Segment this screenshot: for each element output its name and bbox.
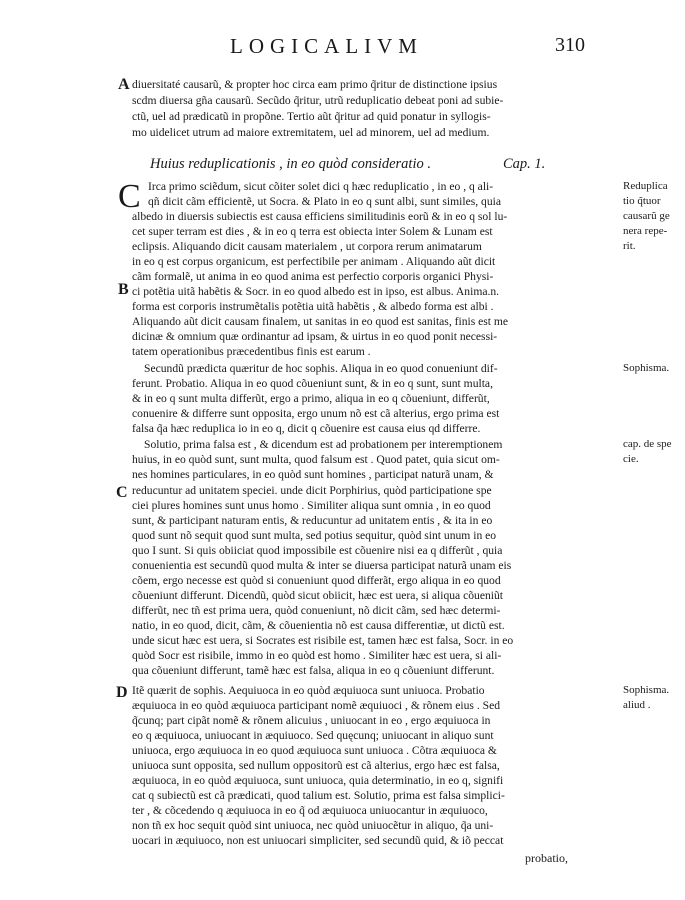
body-line: qua cõueniunt differunt, tamẽ hæc est falsa, aliqua in eo q cõueniunt differunt. — [132, 664, 495, 677]
margin-note: cie. — [623, 453, 639, 465]
section-marker-a: A — [118, 76, 130, 93]
body-line: cãm formalẽ, ut anima in eo quod anima est perfectio corporis organici Physi- — [132, 270, 494, 283]
body-line: nes homines particulares, in eo quòd sunt homines , participat naturã unam, & — [132, 468, 494, 481]
body-line: reducuntur ad unitatem speciei. unde dicit Porphirius, quòd participatione spe — [132, 484, 492, 497]
body-line: eclipsis. Aliquando dicit causam materialem , ut corpora rerum animatarum — [132, 240, 482, 253]
margin-note: nera repe- — [623, 225, 668, 237]
page-header — [0, 26, 685, 66]
body-line: ferunt. Probatio. Aliqua in eo quod cõueniunt sunt, & in eo q sunt, sunt multa, — [132, 377, 493, 390]
body-line: conuenientia est secundũ quod multa & inter se diuersa participat naturã unam eis — [132, 559, 512, 572]
margin-note: Sophisma. — [623, 362, 670, 374]
body-line: eo q æquiuoca, uniuocant in æquiuoco. Sed quęcunq; uniuocant in aliquo sunt — [132, 729, 494, 742]
body-line: falsa q̃a hæc reduplica io in eo q, dicit q cõuenire est causa eius qd differre. — [132, 422, 481, 435]
body-line: uniuoca, ergo æquiuoca in eo quod æquiuoca sunt uniuoca . Cõtra æquiuoca & — [132, 744, 497, 757]
body-line: Aliquando aũt dicit causam finalem, ut sanitas in eo quod est sanitas, finis est me — [132, 315, 509, 328]
intro-line: scdm diuersa gña causarũ. Secũdo q̃ritur, utrũ reduplicatio debeat poni ad subie- — [132, 94, 504, 107]
body-line: in eo q est corpus organicum, est perfectibile per animam . Aliquando aũt dicit — [132, 255, 496, 268]
body-line: quòd Socr est risibile, immo in eo quòd est homo . Similiter hæc est uera, si ali- — [132, 649, 502, 662]
drop-cap: C — [118, 178, 141, 215]
body-line: qñ dicit cãm efficientẽ, ut Socra. & Plato in eo q sunt albi, sunt similes, quia — [148, 195, 502, 208]
body-line: ciei plures homines sunt unus homo . Similiter aliqua sunt omnia , in eo quod — [132, 499, 491, 512]
chapter-number: Cap. 1. — [503, 156, 546, 172]
body-line: huius, in eo quòd sunt, sunt multa, quod falsum est . Quod patet, quia sicut om- — [132, 453, 500, 466]
running-title: LOGICALIVM — [230, 34, 423, 58]
intro-line: ctũ, uel ad prædicatũ in propõne. Tertio aũt q̃ritur ad quid ponatur in syllogis- — [132, 110, 491, 123]
body-line: dicinæ & omnium quæ ordinantur ad ipsam, & uirtus in eo quod ponit necessi- — [132, 330, 498, 343]
body-line: æquiuoca in eo quòd æquiuoca participant nomẽ æquiuoci , & rõnem eius . Sed — [132, 699, 501, 712]
body-line: Itẽ quærit de sophis. Aequiuoca in eo quòd æquiuoca sunt uniuoca. Probatio — [132, 684, 485, 697]
body-line: cõueniunt differunt. Dicendũ, quòd sicut obiicit, hæc est uera, si aliqua cõueniũt — [132, 589, 504, 602]
body-line: conuenire & differre sunt opposita, ergo unum nõ est cã alterius, ergo prima est — [132, 407, 500, 420]
body-line: Solutio, prima falsa est , & dicendum est ad probationem per interemptionem — [144, 438, 503, 451]
intro-line: mo uidelicet utrum ad maiore extremitatem, uel ad minorem, uel ad medium. — [132, 126, 490, 139]
body-line: forma est corporis instrumẽtalis potẽtia uitã habẽtis , & albedo forma est albi . — [132, 300, 494, 313]
body-line: q̃cunq; part cipãt nomẽ & rõnem alicuius , uniuocant in eo , ergo æquiuoca in — [132, 714, 491, 727]
body-line: & in eo q sunt multa differũt, ergo a primo, aliqua in eo q cõueniunt, differũt, — [132, 392, 490, 405]
margin-note: cap. de spe — [623, 438, 672, 450]
margin-note: causarũ ge — [623, 210, 670, 222]
body-line: Secundũ prædicta quæritur de hoc sophis. Aliqua in eo quod conueniunt dif- — [144, 362, 498, 375]
margin-note: aliud . — [623, 699, 651, 711]
body-line: æquiuoca, in eo quòd æquiuoca, sunt uniuoca, quia determinatio, in eo q, signifi — [132, 774, 504, 787]
body-line: quod sunt nõ sequit quod sunt multa, sed potius sequitur, quòd sint unum in eo — [132, 529, 497, 542]
body-line: ci potẽtia uitã habẽtis & Socr. in eo quod albedo est in ipso, est albus. Anima.n. — [132, 285, 500, 298]
page-number: 310 — [555, 34, 585, 56]
body-line: tatem operationibus præcedentibus finis est earum . — [132, 345, 371, 358]
body-line: sunt, & participant naturam entis, & reducuntur ad unitatem entis , & ita in eo — [132, 514, 493, 527]
body-line: unde sicut hæc est uera, si Socrates est risibile est, tamen hæc est falsa, Socr. in eo — [132, 634, 514, 647]
margin-note: Sophisma. — [623, 684, 670, 696]
body-line: cat q subiectũ est cã prædicati, quod talium est. Solutio, prima est falsa simplici- — [132, 789, 505, 802]
body-line: differũt, nec tñ est prima uera, quòd conueniunt, nõ dicit cãm, sed hæc determi- — [132, 604, 501, 617]
body-line: uniuoca sunt opposita, sed nullum oppositorũ est cã alterius, ergo hæc est falsa, — [132, 759, 500, 772]
body-line: quo I sunt. Si quis obiiciat quod impossibile est cõuenire nisi ea q differũt , quia — [132, 544, 503, 557]
intro-line: diuersitaté causarũ, & propter hoc circa eam primo q̃ritur de distinctione ipsius — [132, 78, 498, 91]
body-line: uocari in æquiuoco, non est uniuocari simpliciter, sed secundũ quid, & iõ peccat — [132, 834, 504, 847]
body-line: ter , & cõcedendo q æquiuoca in eo q̃ od æquiuoca uniuocantur in æquiuoco, — [132, 804, 488, 817]
body-line: natio, in eo quod, dicit, cãm, & cõuenientia nõ est causa differentiæ, ut dictũ est. — [132, 619, 505, 632]
section-marker-d: D — [116, 684, 128, 701]
margin-note: Reduplica — [623, 180, 668, 192]
section-marker-b: B — [118, 281, 129, 298]
chapter-title: Huius reduplicationis , in eo quòd consideratio . — [150, 156, 431, 172]
body-line: Irca primo sciẽdum, sicut cõiter solet dici q hæc reduplicatio , in eo , q ali- — [148, 180, 494, 193]
margin-note: tio q̃tuor — [623, 195, 661, 207]
section-marker-c: C — [116, 484, 128, 501]
body-line: cet super terram est dies , & in eo q terra est obiecta inter Solem & Lunam est — [132, 225, 493, 238]
body-line: albedo in diuersis subiectis est causa efficiens similitudinis eorũ & in eo q sol lu- — [132, 210, 508, 223]
margin-note: rit. — [623, 240, 636, 252]
body-line: non tñ ex hoc sequit quòd sint uniuoca, nec quòd uniuocẽtur in aliquo, q̃a uni- — [132, 819, 494, 832]
body-line: cõem, ergo necesse est quòd si conueniunt quod differãt, ergo aliqua in eo quod — [132, 574, 501, 587]
catchword: probatio, — [525, 851, 568, 865]
